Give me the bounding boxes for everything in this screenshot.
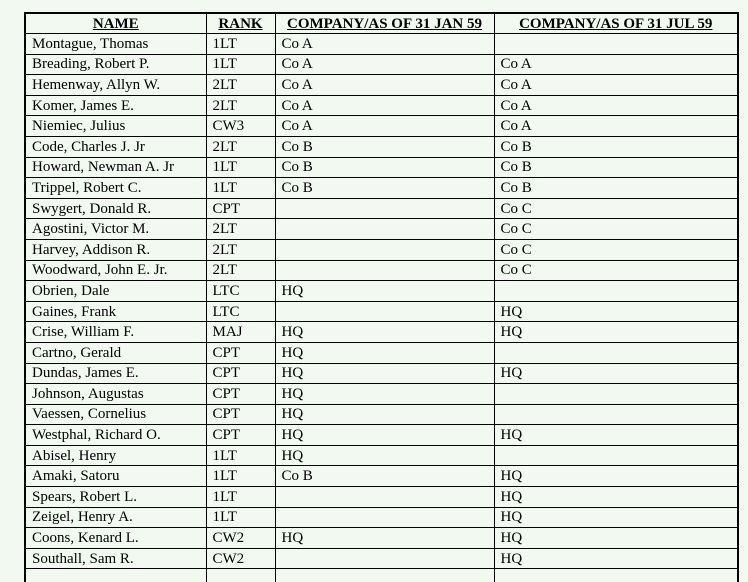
cell-name: Vaessen, Cornelius — [25, 404, 206, 425]
cell-name — [25, 569, 206, 582]
cell-rank: 2LT — [206, 260, 275, 281]
cell-company_jan59: Co A — [275, 116, 494, 137]
table-row — [25, 342, 738, 363]
cell-company_jan59: Co B — [275, 136, 494, 157]
roster-table-body — [25, 34, 738, 582]
cell-name: Southall, Sam R. — [25, 548, 206, 569]
table-row — [25, 75, 738, 96]
table-row — [25, 198, 738, 219]
column-header-rank: RANK — [206, 13, 275, 34]
table-row — [25, 528, 738, 549]
cell-name: Agostini, Victor M. — [25, 219, 206, 240]
cell-company_jul59: HQ — [494, 363, 738, 384]
cell-rank: 1LT — [206, 507, 275, 528]
cell-name: Spears, Robert L. — [25, 487, 206, 508]
cell-company_jul59 — [494, 404, 738, 425]
table-row — [25, 281, 738, 302]
cell-rank: CPT — [206, 404, 275, 425]
cell-rank: LTC — [206, 281, 275, 302]
cell-company_jan59: Co B — [275, 157, 494, 178]
cell-name: Hemenway, Allyn W. — [25, 75, 206, 96]
cell-company_jan59: HQ — [275, 322, 494, 343]
cell-company_jan59 — [275, 569, 494, 582]
cell-rank: 1LT — [206, 54, 275, 75]
table-row — [25, 54, 738, 75]
cell-rank: MAJ — [206, 322, 275, 343]
cell-rank — [206, 569, 275, 582]
table-row — [25, 425, 738, 446]
cell-name: Breading, Robert P. — [25, 54, 206, 75]
table-row — [25, 301, 738, 322]
table-row — [25, 260, 738, 281]
cell-company_jul59: HQ — [494, 487, 738, 508]
cell-rank: CPT — [206, 425, 275, 446]
cell-name: Harvey, Addison R. — [25, 239, 206, 260]
cell-company_jan59 — [275, 260, 494, 281]
cell-company_jan59: HQ — [275, 281, 494, 302]
cell-name: Niemiec, Julius — [25, 116, 206, 137]
cell-company_jan59: HQ — [275, 528, 494, 549]
cell-company_jan59: Co A — [275, 75, 494, 96]
cell-name: Swygert, Donald R. — [25, 198, 206, 219]
cell-rank: CW2 — [206, 528, 275, 549]
table-row — [25, 445, 738, 466]
cell-company_jul59 — [494, 569, 738, 582]
cell-company_jul59 — [494, 342, 738, 363]
cell-company_jul59: Co C — [494, 219, 738, 240]
table-row — [25, 178, 738, 199]
cell-company_jul59: Co C — [494, 198, 738, 219]
cell-company_jan59: Co B — [275, 178, 494, 199]
cell-company_jan59: HQ — [275, 384, 494, 405]
cell-company_jul59: HQ — [494, 507, 738, 528]
cell-name: Gaines, Frank — [25, 301, 206, 322]
table-row — [25, 95, 738, 116]
cell-company_jul59: HQ — [494, 528, 738, 549]
cell-name: Westphal, Richard O. — [25, 425, 206, 446]
table-row — [25, 239, 738, 260]
table-row — [25, 34, 738, 55]
cell-company_jan59: HQ — [275, 445, 494, 466]
cell-rank: 1LT — [206, 178, 275, 199]
cell-rank: 2LT — [206, 239, 275, 260]
cell-company_jul59 — [494, 281, 738, 302]
cell-company_jan59 — [275, 301, 494, 322]
cell-company_jul59 — [494, 445, 738, 466]
column-header-company-jan59: COMPANY/AS OF 31 JAN 59 — [275, 13, 494, 34]
cell-company_jul59: HQ — [494, 548, 738, 569]
cell-name: Howard, Newman A. Jr — [25, 157, 206, 178]
cell-company_jan59: HQ — [275, 404, 494, 425]
cell-company_jan59: HQ — [275, 363, 494, 384]
cell-company_jan59 — [275, 548, 494, 569]
cell-company_jul59: Co B — [494, 178, 738, 199]
cell-company_jul59: HQ — [494, 466, 738, 487]
cell-company_jul59 — [494, 384, 738, 405]
cell-name: Montague, Thomas — [25, 34, 206, 55]
cell-name: Abisel, Henry — [25, 445, 206, 466]
cell-name: Crise, William F. — [25, 322, 206, 343]
cell-rank: 1LT — [206, 487, 275, 508]
cell-company_jul59: Co A — [494, 116, 738, 137]
cell-company_jul59: HQ — [494, 425, 738, 446]
cell-rank: 1LT — [206, 34, 275, 55]
cell-rank: 1LT — [206, 157, 275, 178]
cell-name: Cartno, Gerald — [25, 342, 206, 363]
table-row — [25, 507, 738, 528]
roster-table-head — [25, 13, 738, 34]
cell-company_jul59: Co A — [494, 75, 738, 96]
table-row — [25, 487, 738, 508]
cell-name: Trippel, Robert C. — [25, 178, 206, 199]
table-row — [25, 548, 738, 569]
table-row — [25, 322, 738, 343]
cell-company_jul59: Co C — [494, 239, 738, 260]
cell-name: Coons, Kenard L. — [25, 528, 206, 549]
table-row — [25, 219, 738, 240]
cell-name: Amaki, Satoru — [25, 466, 206, 487]
table-row — [25, 157, 738, 178]
column-header-name: NAME — [25, 13, 206, 34]
table-row — [25, 569, 738, 582]
cell-company_jan59 — [275, 239, 494, 260]
table-row — [25, 384, 738, 405]
cell-name: Obrien, Dale — [25, 281, 206, 302]
column-header-company-jul59: COMPANY/AS OF 31 JUL 59 — [494, 13, 738, 34]
cell-company_jan59: Co A — [275, 95, 494, 116]
cell-rank: CW3 — [206, 116, 275, 137]
table-row — [25, 466, 738, 487]
table-row — [25, 116, 738, 137]
cell-company_jan59 — [275, 507, 494, 528]
cell-rank: LTC — [206, 301, 275, 322]
cell-rank: 2LT — [206, 95, 275, 116]
cell-company_jan59 — [275, 219, 494, 240]
table-row — [25, 363, 738, 384]
table-row — [25, 404, 738, 425]
cell-rank: 1LT — [206, 466, 275, 487]
cell-rank: CPT — [206, 198, 275, 219]
cell-rank: CPT — [206, 384, 275, 405]
cell-company_jul59: Co A — [494, 95, 738, 116]
cell-company_jul59: Co A — [494, 54, 738, 75]
cell-company_jan59 — [275, 198, 494, 219]
cell-rank: CPT — [206, 363, 275, 384]
cell-rank: CPT — [206, 342, 275, 363]
cell-company_jan59: HQ — [275, 425, 494, 446]
cell-company_jul59: Co B — [494, 136, 738, 157]
cell-company_jan59 — [275, 487, 494, 508]
cell-name: Woodward, John E. Jr. — [25, 260, 206, 281]
cell-rank: 2LT — [206, 75, 275, 96]
header-row — [25, 13, 738, 34]
cell-company_jul59 — [494, 34, 738, 55]
personnel-roster-table — [24, 12, 739, 582]
cell-company_jul59: Co C — [494, 260, 738, 281]
cell-name: Zeigel, Henry A. — [25, 507, 206, 528]
cell-company_jul59: HQ — [494, 322, 738, 343]
cell-company_jan59: Co A — [275, 54, 494, 75]
cell-company_jan59: Co B — [275, 466, 494, 487]
cell-rank: 2LT — [206, 136, 275, 157]
table-row — [25, 136, 738, 157]
cell-name: Dundas, James E. — [25, 363, 206, 384]
cell-company_jan59: Co A — [275, 34, 494, 55]
cell-company_jul59: HQ — [494, 301, 738, 322]
cell-rank: 2LT — [206, 219, 275, 240]
cell-company_jul59: Co B — [494, 157, 738, 178]
cell-name: Johnson, Augustas — [25, 384, 206, 405]
cell-rank: CW2 — [206, 548, 275, 569]
cell-company_jan59: HQ — [275, 342, 494, 363]
cell-rank: 1LT — [206, 445, 275, 466]
cell-name: Code, Charles J. Jr — [25, 136, 206, 157]
cell-name: Komer, James E. — [25, 95, 206, 116]
